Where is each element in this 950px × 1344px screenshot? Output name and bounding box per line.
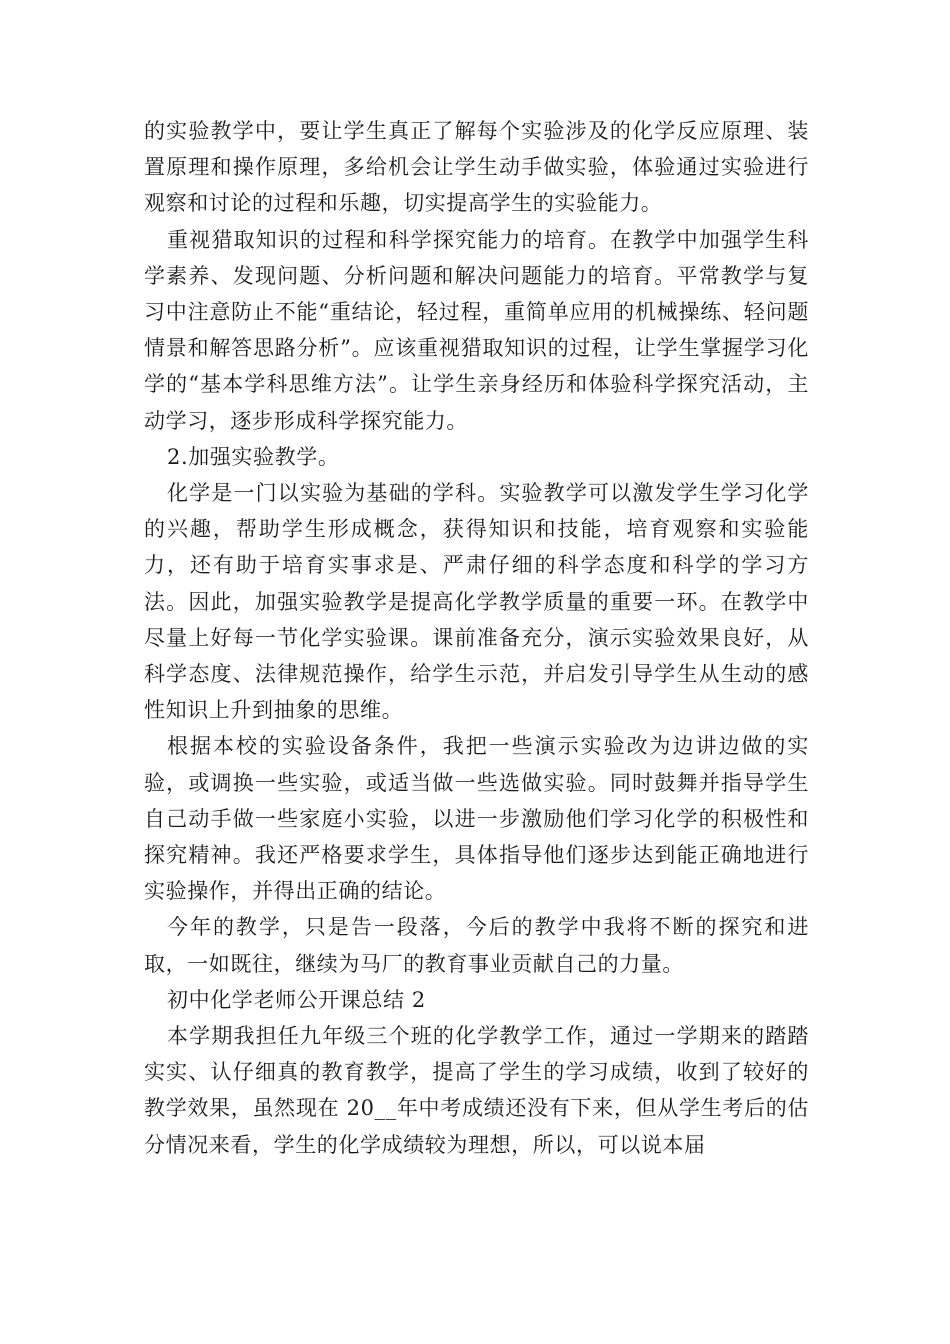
- section-title: 初中化学老师公开课总结 2: [167, 987, 426, 1012]
- document-body: [144, 113, 809, 1163]
- paragraph: 今年的教学，只是告一段落，今后的教学中我将不断的探究和进取，一如既往，继续为马厂的教育事业贡献自己的力量。: [144, 915, 809, 976]
- paragraph: 本学期我担任九年级三个班的化学教学工作，通过一学期来的踏踏实实、认仔细真的教育教学，提高了学生的学习成绩，收到了较好的教学效果，虽然现在 20__年中考成绩还没有下来，但从学生考后的估分情况来看，学生的化学成绩较为理想，所以，可以说本届: [144, 1024, 809, 1157]
- paragraph: 的实验教学中，要让学生真正了解每个实验涉及的化学反应原理、装置原理和操作原理，多给机会让学生动手做实验，体验通过实验进行观察和讨论的过程和乐趣，切实提高学生的实验能力。: [144, 119, 809, 216]
- paragraph: 重视猎取知识的过程和科学探究能力的培育。在教学中加强学生科学素养、发现问题、分析问题和解决问题能力的培育。平常教学与复习中注意防止不能“重结论，轻过程，重简单应用的机械操练、轻问题情景和解答思路分析”。应该重视猎取知识的过程，让学生掌握学习化学的“基本学科思维方法”。让学生亲身经历和体验科学探究活动，主动学习，逐步形成科学探究能力。: [144, 227, 809, 433]
- paragraph: 根据本校的实验设备条件，我把一些演示实验改为边讲边做的实验，或调换一些实验，或适当做一些选做实验。同时鼓舞并指导学生自己动手做一些家庭小实验，以进一步激励他们学习化学的积极性和探究精神。我还严格要求学生，具体指导他们逐步达到能正确地进行实验操作，并得出正确的结论。: [144, 734, 809, 904]
- paragraph: 化学是一门以实验为基础的学科。实验教学可以激发学生学习化学的兴趣，帮助学生形成概念，获得知识和技能，培育观察和实验能力，还有助于培育实事求是、严肃仔细的科学态度和科学的学习方法。因此，加强实验教学是提高化学教学质量的重要一环。在教学中尽量上好每一节化学实验课。课前准备充分，演示实验效果良好，从科学态度、法律规范操作，给学生示范，并启发引导学生从生动的感性知识上升到抽象的思维。: [144, 481, 809, 723]
- section-heading: 2.加强实验教学。: [167, 444, 340, 469]
